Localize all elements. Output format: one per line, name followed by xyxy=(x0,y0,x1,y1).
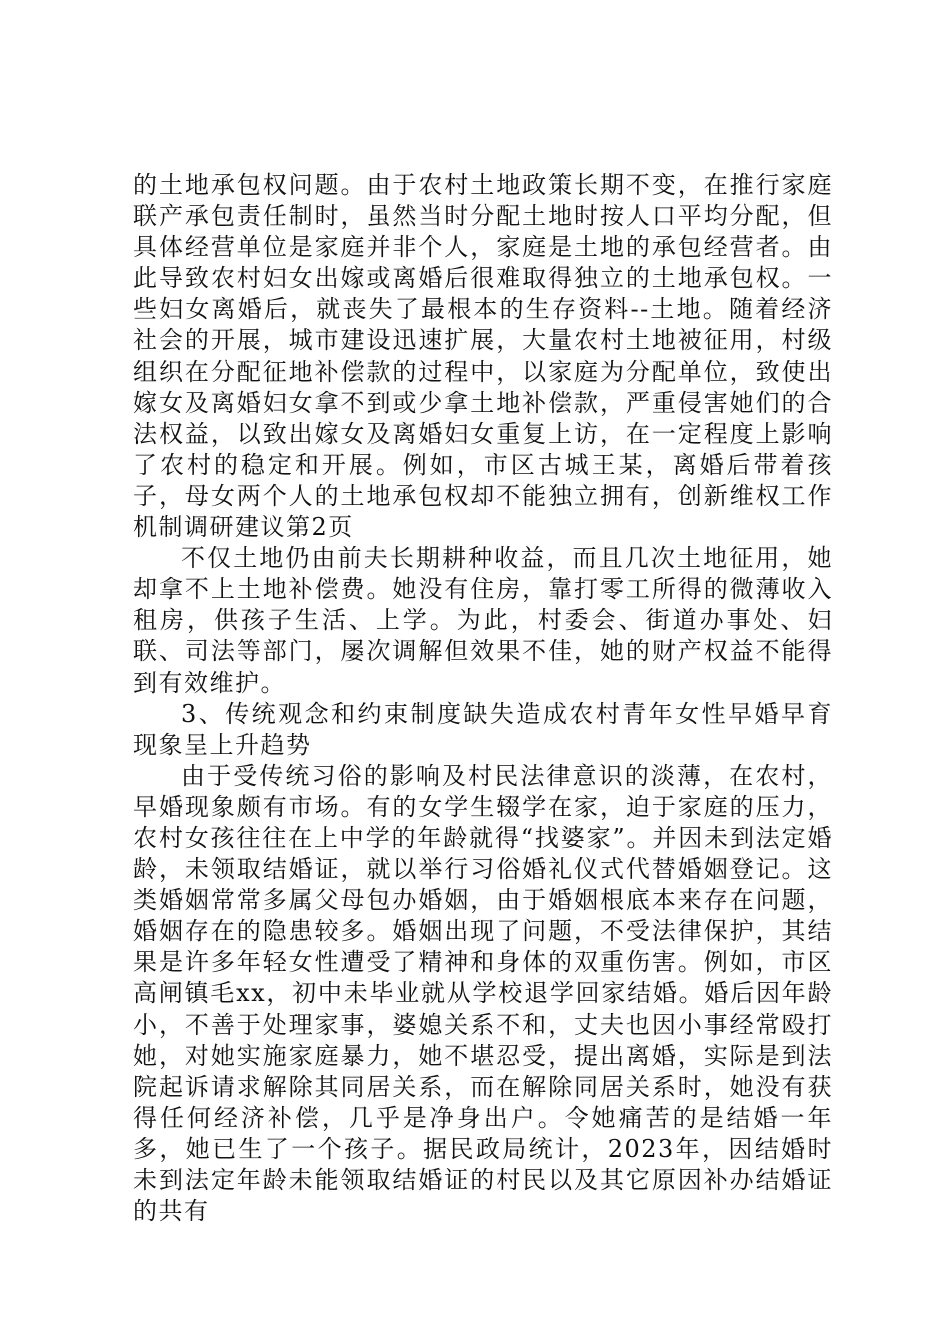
section-heading-early-marriage: 3、传统观念和约束制度缺失造成农村青年女性早婚早育现象呈上升趋势 xyxy=(133,699,833,759)
paragraph-compensation: 不仅土地仍由前夫长期耕种收益，而且几次土地征用，她却拿不上土地补偿费。她没有住房，靠打零工所得的微薄收入租房，供孩子生活、上学。为此，村委会、街道办事处、妇联、司法等部门，屡次调解但效果不佳，她的财产权益不能得到有效维护。 xyxy=(133,544,833,697)
paragraph-early-marriage: 由于受传统习俗的影响及村民法律意识的淡薄，在农村，早婚现象颇有市场。有的女学生辍学在家，迫于家庭的压力，农村女孩往往在上中学的年龄就得“找婆家”。并因未到法定婚龄，未领取结婚证，就以举行习俗婚礼仪式代替婚姻登记。这类婚姻常常多属父母包办婚姻，由于婚姻根底本来存在问题，婚姻存在的隐患较多。婚姻出现了问题，不受法律保护，其结果是许多年轻女性遭受了精神和身体的双重伤害。例如，市区高闸镇毛xx，初中未毕业就从学校退学回家结婚。婚后因年龄小，不善于处理家事，婆媳关系不和，丈夫也因小事经常殴打她，对她实施家庭暴力，她不堪忍受，提出离婚，实际是到法院起诉请求解除其同居关系，而在解除同居关系时，她没有获得任何经济补偿，几乎是净身出户。令她痛苦的是结婚一年多，她已生了一个孩子。据民政局统计，2023年，因结婚时未到法定年龄未能领取结婚证的村民以及其它原因补办结婚证的共有 xyxy=(133,761,833,1226)
paragraph-land-rights: 的土地承包权问题。由于农村土地政策长期不变，在推行家庭联产承包责任制时，虽然当时分配土地时按人口平均分配，但具体经营单位是家庭并非个人，家庭是土地的承包经营者。由此导致农村妇女出嫁或离婚后很难取得独立的土地承包权。一些妇女离婚后，就丧失了最根本的生存资料--土地。随着经济社会的开展，城市建设迅速扩展，大量农村土地被征用，村级组织在分配征地补偿款的过程中，以家庭为分配单位，致使出嫁女及离婚妇女拿不到或少拿土地补偿款，严重侵害她们的合法权益，以致出嫁女及离婚妇女重复上访，在一定程度上影响了农村的稳定和开展。例如，市区古城王某，离婚后带着孩子，母女两个人的土地承包权却不能独立拥有，创新维权工作机制调研建议第2页 xyxy=(133,171,833,542)
document-body xyxy=(133,170,833,1227)
